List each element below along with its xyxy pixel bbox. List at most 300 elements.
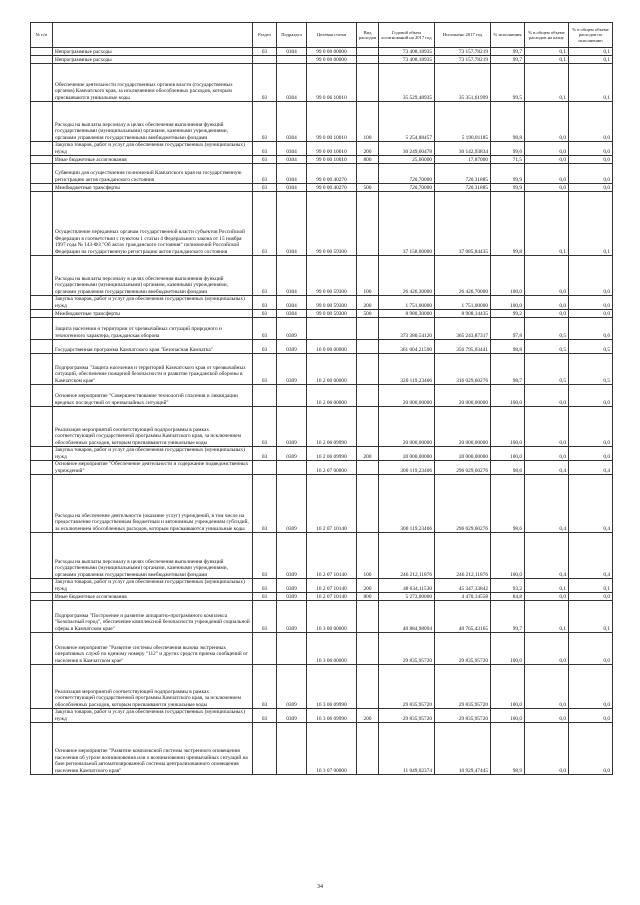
cell-fact: 246 212,11876 — [435, 533, 491, 579]
cell-plan: 300 119,23406 — [379, 461, 435, 475]
col-vr-header: Вид расходов — [357, 23, 379, 48]
cell-share-plan: 0,0 — [525, 184, 569, 192]
cell-share-plan: 0,1 — [525, 579, 569, 593]
cell-pct: 100,0 — [491, 385, 525, 407]
cell-fact: 29 835,95720 — [435, 633, 491, 665]
cell-num — [31, 709, 53, 723]
cell-plan: 48 634,11530 — [379, 579, 435, 593]
cell-plan: 720,70000 — [379, 184, 435, 192]
cell-share-fact: 0,0 — [569, 407, 613, 447]
col-name-header — [53, 23, 253, 48]
cell-cs: 16 2 00 00000 — [307, 354, 357, 385]
cell-pct: 99,6 — [491, 142, 525, 156]
table-row — [31, 723, 613, 775]
cell-razdel: 03 — [253, 340, 277, 354]
cell-cs: 99 0 00 59300 — [307, 256, 357, 296]
cell-num — [31, 184, 53, 192]
cell-cs: 99 0 00 40270 — [307, 164, 357, 184]
cell-cs: 16 2 07 10140 — [307, 533, 357, 579]
cell-share-plan: 0,0 — [525, 593, 569, 601]
cell-share-fact: 0,4 — [569, 461, 613, 475]
cell-razdel: 03 — [253, 310, 277, 318]
table-row — [31, 593, 613, 601]
cell-vr: 100 — [357, 256, 379, 296]
cell-vr — [357, 48, 379, 56]
table-row — [31, 102, 613, 142]
cell-share-plan: 0,0 — [525, 310, 569, 318]
cell-fact: 73 157,78219 — [435, 56, 491, 64]
cell-share-fact: 0,0 — [569, 593, 613, 601]
cell-name: Закупка товаров, работ и услуг для обеспечения государственных (муниципальных) нужд — [53, 142, 253, 156]
cell-name: Закупка товаров, работ и услуг для обеспечения государственных (муниципальных) нужд — [53, 296, 253, 310]
cell-num — [31, 142, 53, 156]
cell-podrazdel: 0304 — [277, 296, 307, 310]
cell-name: Расходы на выплаты персоналу в целях обеспечения выполнения функций государственными (муниципальными) органами, казенными учреждениями, органами управления государственными внебюджетными фондами — [53, 533, 253, 579]
cell-name: Закупка товаров, работ и услуг для обеспечения государственных (муниципальных) нужд — [53, 709, 253, 723]
table-row — [31, 310, 613, 318]
cell-share-plan: 0,0 — [525, 156, 569, 164]
cell-name: Расходы на выплаты персоналу в целях обеспечения выполнения функций государственными (муниципальными) органами, казенными учреждениями, органами управления государственными внебюджетными фондами — [53, 256, 253, 296]
cell-podrazdel: 0304 — [277, 156, 307, 164]
cell-razdel: 03 — [253, 579, 277, 593]
cell-vr — [357, 723, 379, 775]
cell-fact: 296 029,60276 — [435, 461, 491, 475]
cell-share-fact: 0,0 — [569, 256, 613, 296]
cell-fact: 37 085,84435 — [435, 192, 491, 256]
cell-pct: 84,8 — [491, 593, 525, 601]
cell-plan: 20 000,00000 — [379, 447, 435, 461]
cell-name: Реализация мероприятий соответствующей подпрограммы в рамках соответствующей государственной программы Камчатского края, за исключением обособленных расходов, которым присваиваются уникальные коды — [53, 665, 253, 709]
cell-pct: 98,7 — [491, 354, 525, 385]
table-header-row — [31, 23, 613, 48]
cell-razdel: 03 — [253, 601, 277, 633]
cell-name: Межбюджетные трансферты — [53, 184, 253, 192]
cell-num — [31, 64, 53, 102]
cell-vr — [357, 164, 379, 184]
cell-fact: 20 000,00000 — [435, 385, 491, 407]
cell-razdel: 03 — [253, 184, 277, 192]
cell-fact: 356 795,03441 — [435, 340, 491, 354]
cell-pct: 99,9 — [491, 184, 525, 192]
cell-cs: 16 3 06 09990 — [307, 665, 357, 709]
cell-razdel — [253, 461, 277, 475]
cell-fact: 365 243,87317 — [435, 318, 491, 340]
cell-pct: 99,2 — [491, 310, 525, 318]
cell-share-fact: 0,1 — [569, 579, 613, 593]
cell-vr: 500 — [357, 310, 379, 318]
table-row — [31, 665, 613, 709]
table-row — [31, 601, 613, 633]
cell-cs: 16 2 07 10140 — [307, 593, 357, 601]
cell-num — [31, 48, 53, 56]
cell-share-fact: 0,1 — [569, 601, 613, 633]
cell-share-plan: 0,1 — [525, 192, 569, 256]
table-row — [31, 56, 613, 64]
cell-podrazdel: 0309 — [277, 709, 307, 723]
cell-razdel: 03 — [253, 102, 277, 142]
cell-share-plan: 0,1 — [525, 601, 569, 633]
cell-pct: 99,5 — [491, 64, 525, 102]
cell-plan: 73 408,18935 — [379, 56, 435, 64]
table-row — [31, 340, 613, 354]
cell-share-fact: 0,4 — [569, 475, 613, 533]
cell-podrazdel: 0309 — [277, 665, 307, 709]
cell-fact: 4 470,14558 — [435, 593, 491, 601]
cell-num — [31, 156, 53, 164]
cell-vr: 200 — [357, 579, 379, 593]
cell-share-fact: 0,0 — [569, 447, 613, 461]
cell-razdel: 03 — [253, 64, 277, 102]
cell-name: Подпрограмма "Защита населения и территорий Камчатского края от чрезвычайных ситуаций, обеспечение пожарной безопасности и развитие гражданской обороны в Камчатском крае" — [53, 354, 253, 385]
table-row — [31, 64, 613, 102]
cell-razdel: 03 — [253, 256, 277, 296]
col-plan-header: Годовой объем ассигнований на 2017 год — [379, 23, 435, 48]
cell-share-plan: 0,0 — [525, 633, 569, 665]
cell-share-plan: 0,5 — [525, 354, 569, 385]
cell-share-fact: 0,1 — [569, 64, 613, 102]
cell-razdel: 03 — [253, 296, 277, 310]
cell-fact: 8 908,14435 — [435, 310, 491, 318]
col-razdel-header: Раздел — [253, 23, 277, 48]
cell-share-plan: 0,0 — [525, 447, 569, 461]
table-row — [31, 142, 613, 156]
cell-pct: 98,8 — [491, 102, 525, 142]
cell-share-plan: 0,5 — [525, 318, 569, 340]
cell-share-fact: 0,0 — [569, 156, 613, 164]
cell-num — [31, 56, 53, 64]
col-fact-header: Исполнено 2017 год — [435, 23, 491, 48]
table-row — [31, 385, 613, 407]
cell-name: Осуществление переданных органам государственной власти субъектов Российской Федерации в соответствии с пунктом 1 статьи 4 Федерального закона от 15 ноября 1997 года № 143-ФЗ "Об актах гражданского состояния" полномочий Российской Федерации на государственную регистрацию актов гражданского состояния — [53, 192, 253, 256]
cell-vr — [357, 633, 379, 665]
cell-razdel — [253, 723, 277, 775]
cell-cs — [307, 318, 357, 340]
cell-share-plan: 0,0 — [525, 723, 569, 775]
cell-podrazdel: 0309 — [277, 475, 307, 533]
cell-razdel: 03 — [253, 665, 277, 709]
cell-name: Основное мероприятие "Обеспечение деятельности и содержание подведомственных учреждений" — [53, 461, 253, 475]
table-row — [31, 633, 613, 665]
cell-cs: 99 0 00 10010 — [307, 142, 357, 156]
cell-cs: 99 0 00 10010 — [307, 102, 357, 142]
cell-vr — [357, 407, 379, 447]
cell-num — [31, 256, 53, 296]
cell-pct: 100,0 — [491, 633, 525, 665]
cell-num — [31, 296, 53, 310]
cell-plan: 8 980,30000 — [379, 310, 435, 318]
cell-share-fact: 0,0 — [569, 102, 613, 142]
cell-plan: 35 529,48935 — [379, 64, 435, 102]
cell-vr — [357, 461, 379, 475]
cell-plan: 361 004,21590 — [379, 340, 435, 354]
table-row — [31, 579, 613, 593]
cell-fact: 45 347,33842 — [435, 579, 491, 593]
cell-fact: 26 426,70000 — [435, 256, 491, 296]
cell-share-fact: 0,1 — [569, 48, 613, 56]
cell-vr: 200 — [357, 296, 379, 310]
table-row — [31, 318, 613, 340]
cell-podrazdel: 0309 — [277, 318, 307, 340]
cell-podrazdel: 0304 — [277, 142, 307, 156]
cell-vr: 100 — [357, 533, 379, 579]
cell-pct: 98,9 — [491, 723, 525, 775]
cell-share-fact: 0,6 — [569, 318, 613, 340]
page-number: 34 — [317, 884, 323, 890]
cell-plan: 29 835,95720 — [379, 665, 435, 709]
cell-plan: 1 751,00000 — [379, 296, 435, 310]
cell-fact: 10 929,47445 — [435, 723, 491, 775]
cell-razdel: 03 — [253, 48, 277, 56]
cell-podrazdel: 0304 — [277, 192, 307, 256]
table-row — [31, 296, 613, 310]
cell-podrazdel: 0304 — [277, 48, 307, 56]
cell-podrazdel: 0309 — [277, 354, 307, 385]
cell-num — [31, 475, 53, 533]
cell-vr: 200 — [357, 447, 379, 461]
cell-plan: 73 408,18935 — [379, 48, 435, 56]
cell-cs: 16 2 07 00000 — [307, 461, 357, 475]
cell-share-plan: 0,0 — [525, 256, 569, 296]
cell-fact: 35 351,61999 — [435, 64, 491, 102]
cell-podrazdel: 0304 — [277, 256, 307, 296]
table-row — [31, 354, 613, 385]
table-row — [31, 164, 613, 184]
cell-pct: 100,0 — [491, 533, 525, 579]
cell-pct: 99,8 — [491, 192, 525, 256]
cell-vr: 800 — [357, 593, 379, 601]
cell-cs: 16 3 06 00000 — [307, 633, 357, 665]
cell-name: Непрограммные расходы — [53, 56, 253, 64]
cell-fact: 20 000,00000 — [435, 407, 491, 447]
cell-vr — [357, 601, 379, 633]
cell-fact: 29 835,95720 — [435, 709, 491, 723]
cell-num — [31, 354, 53, 385]
cell-vr — [357, 385, 379, 407]
table-row — [31, 533, 613, 579]
cell-name: Субвенции для осуществления полномочий Камчатского края на государственную регистрацию актов гражданского состояния — [53, 164, 253, 184]
col-share-fact-header: % в общем объеме расходов по исполнению — [569, 23, 613, 48]
cell-pct: 71,5 — [491, 156, 525, 164]
cell-name: Основное мероприятие "Развитие комплексной системы экстренного оповещения населения об угрозе возникновения или о возникновении чрезвычайных ситуаций на базе региональной автоматизированной системы централизованного оповещения населения Камчатского края" — [53, 723, 253, 775]
cell-fact: 5 190,81185 — [435, 102, 491, 142]
cell-podrazdel: 0304 — [277, 310, 307, 318]
cell-share-plan: 0,0 — [525, 709, 569, 723]
cell-num — [31, 633, 53, 665]
cell-share-fact: 0,0 — [569, 296, 613, 310]
cell-plan: 5 273,00000 — [379, 593, 435, 601]
cell-podrazdel: 0304 — [277, 64, 307, 102]
cell-razdel: 03 — [253, 318, 277, 340]
cell-num — [31, 164, 53, 184]
cell-pct: 99,9 — [491, 164, 525, 184]
col-podrazdel-header: Подраздел — [277, 23, 307, 48]
cell-podrazdel: 0309 — [277, 447, 307, 461]
cell-podrazdel: 0309 — [277, 601, 307, 633]
cell-cs: 99 0 00 59300 — [307, 296, 357, 310]
cell-name: Обеспечение деятельности государственных органов власти (государственных органов) Камчатского края, за исключением обособленных расходов, которым присваиваются уникальные коды — [53, 64, 253, 102]
cell-cs: 99 0 00 00000 — [307, 56, 357, 64]
cell-pct: 98,8 — [491, 340, 525, 354]
cell-cs: 99 0 00 00000 — [307, 48, 357, 56]
cell-share-fact: 0,1 — [569, 56, 613, 64]
cell-razdel: 03 — [253, 164, 277, 184]
cell-plan: 20 000,00000 — [379, 385, 435, 407]
col-share-plan-header: % в общем объеме расходов на казну — [525, 23, 569, 48]
cell-vr: 200 — [357, 142, 379, 156]
cell-share-plan: 0,5 — [525, 340, 569, 354]
cell-name: Государственная программа Камчатского края "Безопасная Камчатка" — [53, 340, 253, 354]
cell-share-plan: 0,0 — [525, 102, 569, 142]
cell-pct: 100,0 — [491, 447, 525, 461]
cell-fact: 30 142,93834 — [435, 142, 491, 156]
cell-razdel: 03 — [253, 407, 277, 447]
cell-podrazdel: 0309 — [277, 593, 307, 601]
cell-share-fact: 0,5 — [569, 354, 613, 385]
table-row — [31, 192, 613, 256]
cell-share-fact: 0,1 — [569, 192, 613, 256]
cell-podrazdel — [277, 461, 307, 475]
cell-plan: 300 119,23406 — [379, 475, 435, 533]
table-row — [31, 447, 613, 461]
cell-vr: 500 — [357, 184, 379, 192]
cell-share-fact: 0,0 — [569, 385, 613, 407]
cell-razdel — [253, 385, 277, 407]
cell-name: Расходы на выплаты персоналу в целях обеспечения выполнения функций государственными (муниципальными) органами, казенными учреждениями, органами управления государственными внебюджетными фондами — [53, 102, 253, 142]
cell-cs: 16 2 06 00000 — [307, 385, 357, 407]
cell-fact: 73 157,78219 — [435, 48, 491, 56]
cell-num — [31, 601, 53, 633]
cell-share-plan: 0,0 — [525, 665, 569, 709]
cell-name: Основное мероприятие "Совершенствование технологий спасения и ликвидации вредных последствий от чрезвычайных ситуаций" — [53, 385, 253, 407]
cell-name: Защита населения и территории от чрезвычайных ситуаций природного и техногенного характера, гражданская оборона — [53, 318, 253, 340]
cell-vr: 800 — [357, 156, 379, 164]
table-body — [31, 48, 613, 775]
cell-num — [31, 447, 53, 461]
cell-share-plan: 0,4 — [525, 461, 569, 475]
cell-cs: 16 3 07 00000 — [307, 723, 357, 775]
table-row — [31, 256, 613, 296]
cell-share-fact: 0,0 — [569, 633, 613, 665]
cell-plan: 40 884,98094 — [379, 601, 435, 633]
cell-name: Непрограммные расходы — [53, 48, 253, 56]
cell-share-fact: 0,0 — [569, 709, 613, 723]
cell-num — [31, 723, 53, 775]
cell-plan: 246 212,11876 — [379, 533, 435, 579]
cell-plan: 29 835,95720 — [379, 633, 435, 665]
cell-share-plan: 0,0 — [525, 164, 569, 184]
cell-fact: 720,31885 — [435, 184, 491, 192]
col-cs-header: Целевая статья — [307, 23, 357, 48]
cell-plan: 30 249,60478 — [379, 142, 435, 156]
cell-share-fact: 0,0 — [569, 723, 613, 775]
cell-razdel: 03 — [253, 475, 277, 533]
cell-cs: 16 2 07 10140 — [307, 475, 357, 533]
cell-num — [31, 533, 53, 579]
cell-fact: 296 029,60276 — [435, 475, 491, 533]
cell-podrazdel: 0309 — [277, 533, 307, 579]
cell-pct: 98,6 — [491, 461, 525, 475]
cell-share-plan: 0,0 — [525, 142, 569, 156]
cell-vr — [357, 56, 379, 64]
cell-plan: 320 119,23406 — [379, 354, 435, 385]
cell-podrazdel — [277, 723, 307, 775]
cell-plan: 26 426,30000 — [379, 256, 435, 296]
cell-share-fact: 0,5 — [569, 340, 613, 354]
cell-share-plan: 0,4 — [525, 533, 569, 579]
cell-cs: 16 0 00 00000 — [307, 340, 357, 354]
cell-num — [31, 385, 53, 407]
cell-num — [31, 579, 53, 593]
cell-pct: 100,0 — [491, 709, 525, 723]
cell-plan: 29 835,95720 — [379, 709, 435, 723]
cell-cs: 99 0 06 10010 — [307, 64, 357, 102]
cell-razdel: 03 — [253, 142, 277, 156]
col-num-header: № п/п — [31, 23, 53, 48]
table-row — [31, 48, 613, 56]
cell-podrazdel — [277, 633, 307, 665]
budget-table — [30, 22, 613, 775]
cell-share-plan: 0,0 — [525, 407, 569, 447]
cell-plan: 11 049,02374 — [379, 723, 435, 775]
table-row — [31, 475, 613, 533]
cell-share-plan: 0,1 — [525, 48, 569, 56]
cell-plan: 20 000,00000 — [379, 407, 435, 447]
cell-vr — [357, 665, 379, 709]
cell-razdel: 03 — [253, 709, 277, 723]
cell-vr: 100 — [357, 102, 379, 142]
cell-name: Иные бюджетные ассигнования — [53, 593, 253, 601]
cell-pct: 99,7 — [491, 601, 525, 633]
cell-cs: 99 0 00 59300 — [307, 192, 357, 256]
cell-cs: 16 2 07 10140 — [307, 579, 357, 593]
cell-name: Подпрограмма "Построение и развитие аппаратно-программного комплекса "Безопасный город", обеспечение комплексной безопасности учреждений социальной сферы в Камчатском крае" — [53, 601, 253, 633]
cell-vr — [357, 475, 379, 533]
cell-pct: 99,7 — [491, 56, 525, 64]
cell-podrazdel — [277, 385, 307, 407]
cell-num — [31, 310, 53, 318]
cell-razdel: 03 — [253, 447, 277, 461]
cell-share-plan: 0,4 — [525, 475, 569, 533]
table-row — [31, 156, 613, 164]
cell-razdel: 03 — [253, 533, 277, 579]
cell-name: Реализация мероприятий соответствующей подпрограммы в рамках соответствующей государственной программы Камчатского края, за исключением обособленных расходов, которым присваиваются уникальные коды — [53, 407, 253, 447]
cell-pct: 99,7 — [491, 48, 525, 56]
cell-fact: 1 751,00000 — [435, 296, 491, 310]
cell-podrazdel: 0309 — [277, 407, 307, 447]
cell-razdel: 03 — [253, 593, 277, 601]
cell-razdel: 03 — [253, 354, 277, 385]
cell-fact: 720,31885 — [435, 164, 491, 184]
table-row — [31, 709, 613, 723]
cell-pct: 100,0 — [491, 407, 525, 447]
cell-share-plan: 0,1 — [525, 56, 569, 64]
cell-plan: 373 380,54120 — [379, 318, 435, 340]
cell-pct: 93,2 — [491, 579, 525, 593]
cell-plan: 37 158,00000 — [379, 192, 435, 256]
cell-pct: 98,6 — [491, 475, 525, 533]
cell-cs: 16 2 06 09990 — [307, 447, 357, 461]
cell-share-fact: 0,0 — [569, 665, 613, 709]
cell-razdel — [253, 633, 277, 665]
cell-share-fact: 0,0 — [569, 184, 613, 192]
cell-podrazdel: 0309 — [277, 340, 307, 354]
cell-pct: 97,8 — [491, 318, 525, 340]
cell-name: Основное мероприятие "Развитие системы обеспечения вызова экстренных оперативных служб по единому номеру "112" и других средств приема сообщений от населения в Камчатском крае" — [53, 633, 253, 665]
cell-share-fact: 0,0 — [569, 164, 613, 184]
cell-razdel: 03 — [253, 156, 277, 164]
cell-share-fact: 0,0 — [569, 310, 613, 318]
cell-share-plan: 0,1 — [525, 64, 569, 102]
